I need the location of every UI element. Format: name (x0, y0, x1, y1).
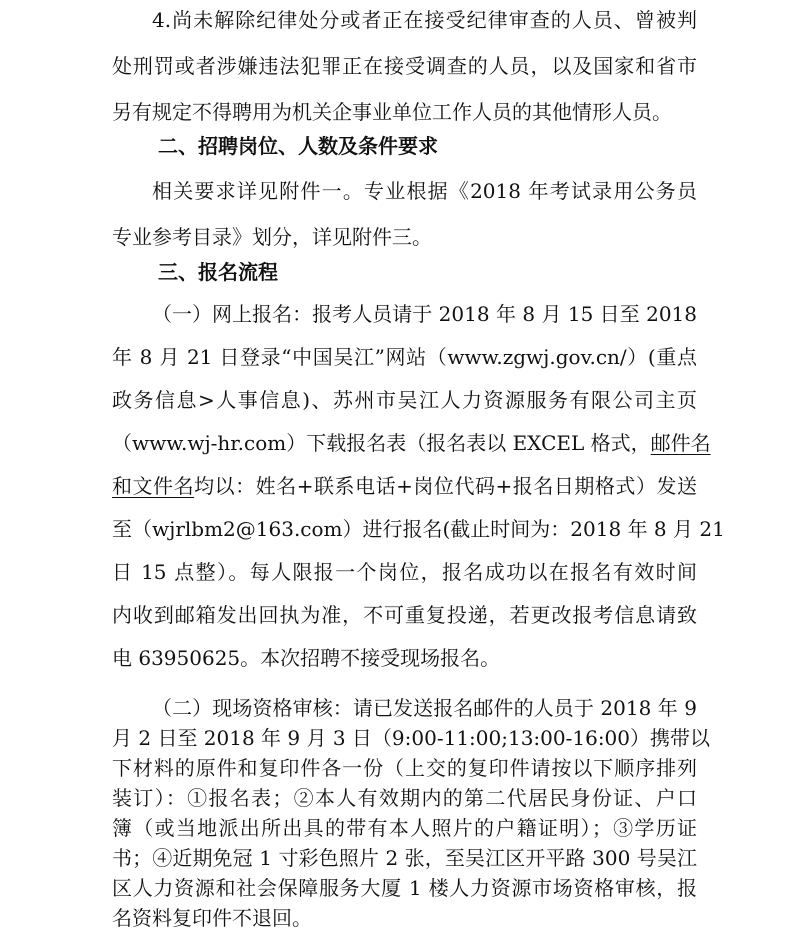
paragraph-line: 区人力资源和社会保障服务大厦 1 楼人力资源市场资格审核，报 (112, 876, 697, 900)
section-heading: 二、招聘岗位、人数及条件要求 (158, 134, 438, 158)
paragraph-line: 另有规定不得聘用为机关企事业单位工作人员的其他情形人员。 (112, 100, 672, 124)
underlined-text: 和文件名 (112, 474, 195, 498)
paragraph-line: 至（wjrlbm2@163.com）进行报名(截止时间为：2018 年 8 月 21 (112, 517, 725, 541)
paragraph-line: 月 2 日至 2018 年 9 月 3 日（9:00-11:00;13:00-16:00）携带以 (112, 726, 711, 750)
paragraph-line: 年 8 月 21 日登录“中国吴江”网站（www.zgwj.gov.cn/）(重点 (112, 345, 697, 369)
paragraph-line: 政务信息>人事信息)、苏州市吴江人力资源服务有限公司主页 (112, 388, 697, 412)
section-heading: 三、报名流程 (158, 260, 278, 284)
paragraph-line: 4.尚未解除纪律处分或者正在接受纪律审查的人员、曾被判 (152, 8, 697, 32)
paragraph-line: 电 63950625。本次招聘不接受现场报名。 (112, 646, 501, 670)
paragraph-line: 下材料的原件和复印件各一份（上交的复印件请按以下顺序排列 (112, 756, 697, 780)
paragraph-line: 内收到邮箱发出回执为准，不可重复投递，若更改报考信息请致 (112, 603, 697, 627)
paragraph-line: （二）现场资格审核：请已发送报名邮件的人员于 2018 年 9 (152, 696, 697, 720)
paragraph-line: 簿（或当地派出所出具的带有本人照片的户籍证明）；③学历证 (112, 816, 697, 840)
underlined-text: 邮件名 (650, 431, 711, 455)
paragraph-line: 专业参考目录》划分，详见附件三。 (112, 225, 432, 249)
paragraph-line: 名资料复印件不退回。 (112, 906, 312, 930)
paragraph-line: （一）网上报名：报考人员请于 2018 年 8 月 15 日至 2018 (152, 302, 697, 326)
paragraph-line: 处刑罚或者涉嫌违法犯罪正在接受调查的人员，以及国家和省市 (112, 54, 697, 78)
paragraph-line: 装订）：①报名表；②本人有效期内的第二代居民身份证、户口 (112, 786, 697, 810)
paragraph-line (112, 468, 697, 504)
paragraph-line: 书；④近期免冠 1 寸彩色照片 2 张，至吴江区开平路 300 号吴江 (112, 846, 697, 870)
paragraph-line: 相关要求详见附件一。专业根据《2018 年考试录用公务员 (152, 179, 697, 203)
paragraph-line: 日 15 点整）。每人限报一个岗位，报名成功以在报名有效时间 (112, 560, 697, 584)
line-text: （www.wj-hr.com）下载报名表（报名表以 EXCEL 格式， (112, 431, 651, 455)
line-text: 均以：姓名+联系电话+岗位代码+报名日期格式）发送 (194, 474, 697, 498)
paragraph-line (112, 425, 711, 461)
